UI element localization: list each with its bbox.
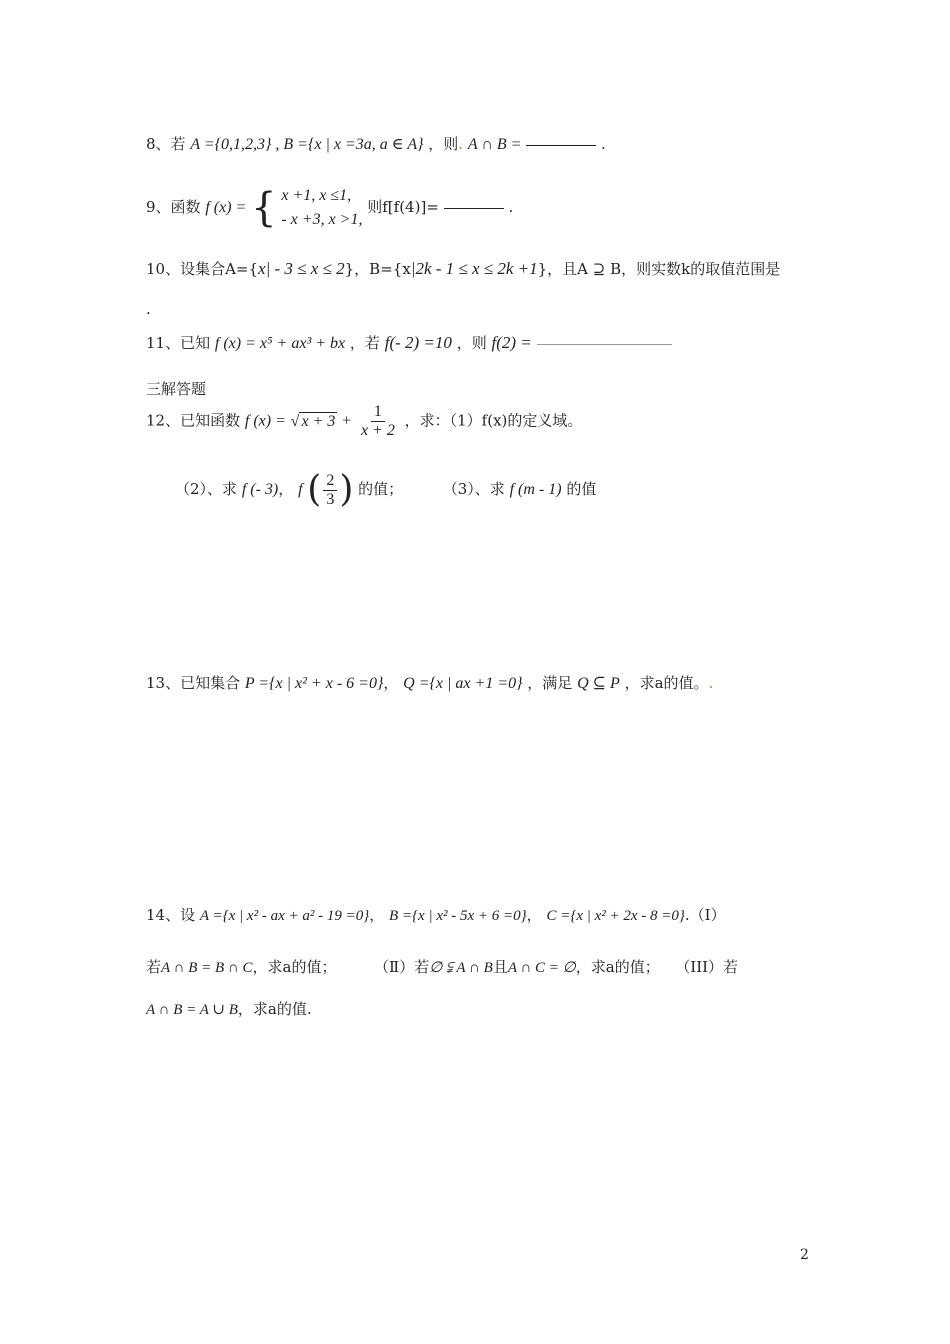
q12-part2-text: 的值； xyxy=(358,480,404,498)
q14-part2-and: 且 xyxy=(492,958,508,976)
q12-part2-numerator: 2 xyxy=(323,472,337,491)
q9-fx: f (x) = xyxy=(205,199,247,216)
question-14-part3 xyxy=(146,998,312,1019)
q12-part2-label: （2）、求 xyxy=(175,480,238,498)
q8-expr: A ={0,1,2,3} , B ={x | x =3a, a ∈ A} xyxy=(190,136,424,153)
q14-part1-text: ，求a的值； xyxy=(252,958,337,976)
q8-end: . xyxy=(601,135,606,153)
q9-case1: x +1, x ≤1, xyxy=(281,187,352,204)
q13-expr3: Q ⊆ P xyxy=(577,675,620,692)
q8-expr2: A ∩ B = xyxy=(467,136,522,153)
q10-prefix: 10、设集合A={ xyxy=(146,260,259,278)
q10-expr2: |2k - 1 ≤ x ≤ 2k +1 xyxy=(410,259,538,278)
q13-comma: ， xyxy=(383,674,399,692)
q10-expr1: x| - 3 ≤ x ≤ 2 xyxy=(258,259,345,278)
question-12: 12、已知函数 f (x) = √ x + 3 + $\frac{1}{x + 2}$ ，求：（1）f(x)的定义域。 xyxy=(146,403,583,439)
q13-expr2: Q ={x | ax +1 =0} xyxy=(403,675,523,692)
question-8: 8、若 A ={0,1,2,3} , B ={x | x =3a, a ∈ A} ，则. A ∩ B = . xyxy=(146,135,606,153)
q12-part2-f: f xyxy=(298,481,303,498)
q9-prefix: 9、函数 xyxy=(146,198,201,216)
q14-part3-text: ，求a的值. xyxy=(237,1000,312,1018)
q11-expr2: f(- 2) =10 xyxy=(384,333,452,352)
q13-end: ，求a的值。 xyxy=(624,674,709,692)
q8-mid: ，则 xyxy=(428,135,459,153)
q8-answer-blank xyxy=(526,145,596,146)
question-9: 9、函数 f (x) = { x +1, x ≤1, - x +3, x >1, 则f[f(4)]= . xyxy=(146,185,514,231)
q12-part3-expr: f (m - 1) xyxy=(509,481,562,498)
question-14 xyxy=(146,904,726,925)
q12-plus: + xyxy=(342,412,352,430)
q14-part2-expr2: A ∩ C = ∅ xyxy=(507,960,576,976)
q12-expr: f (x) = xyxy=(244,412,286,430)
q10-end: }，且A ⊇ B，则实数k的取值范围是 xyxy=(537,260,781,278)
q14-expr-b: B ={x | x² - 5x + 6 =0} xyxy=(389,908,527,924)
q11-expr: f (x) = x⁵ + ax³ + bx xyxy=(214,335,346,352)
question-14-parts xyxy=(146,956,738,977)
question-10 xyxy=(146,258,780,279)
q11-mid2: ，则 xyxy=(456,334,487,352)
question-13: 13、已知集合 P ={x | x² + x - 6 =0}， Q ={x | ax +1 =0} ，满足 Q ⊆ P ，求a的值。. xyxy=(146,674,714,692)
question-12-parts: （2）、求 f (- 3)， f ( $\frac{2}{3}$ ) 的值； （3）、求 f (m - 1) 的值 xyxy=(175,469,597,510)
q11-answer-blank xyxy=(537,344,672,345)
q12-part2-expr1: f (- 3) xyxy=(241,481,279,498)
q10-mid: }，B={x xyxy=(344,260,411,278)
q12-end: ，求：（1）f(x)的定义域。 xyxy=(404,411,583,430)
q11-expr3: f(2) = xyxy=(491,333,532,352)
q9-end: . xyxy=(508,198,514,216)
q13-expr1: P ={x | x² + x - 6 =0} xyxy=(244,675,384,692)
q13-mid: ，满足 xyxy=(527,674,573,692)
q14-part2-label: （Ⅱ）若 xyxy=(374,958,430,976)
q14-comma2: ， xyxy=(526,906,542,924)
question-11 xyxy=(146,332,672,353)
q12-part3-label: （3）、求 xyxy=(442,480,505,498)
q14-part1-expr: A ∩ B = B ∩ C xyxy=(161,960,253,976)
q14-part3-label: （III）若 xyxy=(675,958,739,976)
q12-part2-comma: ， xyxy=(278,480,294,498)
question-10-end: . xyxy=(146,300,151,318)
q14-prefix: 14、设 xyxy=(146,906,196,924)
q14-expr-c: C ={x | x² + 2x - 8 =0} xyxy=(546,908,685,924)
q14-part1-label: 若 xyxy=(146,958,162,976)
page-number: 2 xyxy=(800,1247,809,1263)
section-heading: 三解答题 xyxy=(146,380,207,398)
q13-prefix: 13、已知集合 xyxy=(146,674,241,692)
q14-part2-expr: ∅ ⫋ A ∩ B xyxy=(429,960,493,976)
q11-mid: ，若 xyxy=(349,334,380,352)
q14-part3-expr: A ∩ B = A ∪ B xyxy=(146,1002,238,1018)
q12-numerator: 1 xyxy=(371,403,385,422)
q9-answer-blank xyxy=(444,208,504,209)
q9-mid: 则f[f(4)]= xyxy=(367,198,439,216)
q14-comma1: ， xyxy=(369,906,385,924)
q8-prefix: 8、若 xyxy=(146,135,186,153)
q12-denominator: x + 2 xyxy=(360,422,395,439)
q12-prefix: 12、已知函数 xyxy=(146,411,241,430)
q14-part2-text: ，求a的值； xyxy=(575,958,660,976)
q9-case2: - x +3, x >1, xyxy=(281,211,363,228)
q14-end: .（Ⅰ） xyxy=(684,906,726,924)
q12-part3-text: 的值 xyxy=(566,480,597,498)
q11-prefix: 11、已知 xyxy=(146,334,211,352)
q12-part2-denominator: 3 xyxy=(326,490,335,508)
q12-sqrt: x + 3 xyxy=(301,412,336,430)
q14-expr-a: A ={x | x² - ax + a² - 19 =0} xyxy=(199,908,370,924)
